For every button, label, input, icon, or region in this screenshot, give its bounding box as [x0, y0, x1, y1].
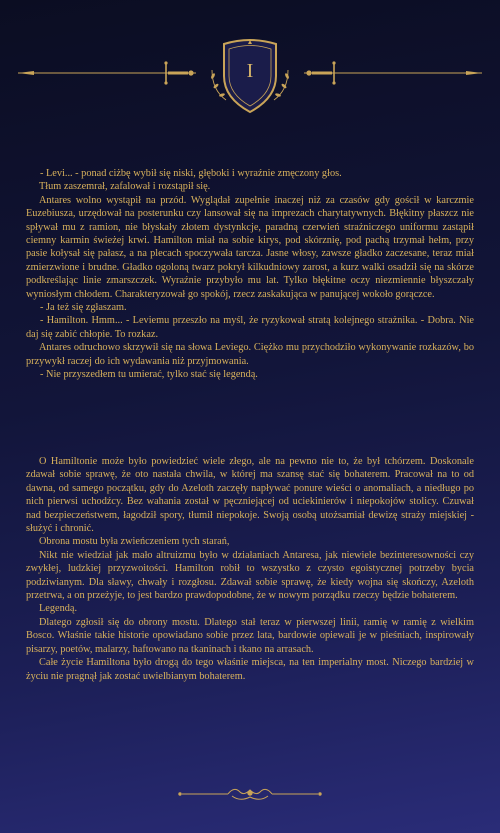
- section-1: [26, 167, 474, 382]
- paragraph: Legendą.: [39, 603, 78, 615]
- paragraph: Nikt nie wiedział jak mało altruizmu było w działaniach Antaresa, jak niewiele bezinteresowności czy zwykłej, ludzkiej przyzwoitości. Hamilton robił to wszystko z czysto egoistycznej potrzeby bycia podziwianym. Dla sławy, chwały i rozgłosu. Zdawał sobie sprawę, że kiedy wojna się skończy, Azeloth przetrwa, a on przeżyje, to jest bardzo prawdopodobne, że w nowym porządku rzeczy będzie bohaterem.: [26, 549, 474, 602]
- paragraph: - Hamilton. Hmm... - Leviemu przeszło na myśl, że ryzykował stratą kolejnego strażnika. - Dobra. Nie daj się zabić chłopie. To rozkaz.: [26, 315, 474, 340]
- section-2: [26, 455, 474, 683]
- paragraph: Antares wolno wystąpił na przód. Wyglądał zupełnie inaczej niż za czasów gdy gościł w karczmie Euzebiusza, urzędował na posterunku czy lansował się na imprezach charytatywnych. Błękitny płaszcz nie spływał mu z ramion, nie błyskały złotem dystynkcje, paradną czerwień strażniczego uniformu zastąpił ciemny karmin świeżej krwi. Hamilton miał na sobie kirys, pod skórznię, pod pachą trzymał hełm, przy pasie kołysał się pałasz, a na plecach spoczywała tarcza. Jasne włosy, zawsze gładko zaczesane, teraz miał zmierzwione i brudne. Gładko ogoloną twarz pokrył kilkudniowy zarost, a kurz walki osadził się na skórze podkreślając linie zmarszczek. Wyraźnie przybyło mu lat. Tylko błękitne oczy niezmiennie błyszczały wyniosłym chłodem. Charakteryzował go spokój, rzecz zaskakująca w panującej wokoło gorączce.: [26, 194, 474, 300]
- paragraph: Całe życie Hamiltona było drogą do tego właśnie miejsca, na ten imperialny most. Niczego bardziej w życiu nie pragnął jak zostać uwielbianym bohaterem.: [26, 657, 474, 682]
- chapter-number: I: [246, 60, 254, 82]
- footer-ornament: [0, 780, 500, 810]
- paragraph: Obrona mostu była zwieńczeniem tych starań,: [39, 536, 230, 548]
- paragraph: - Nie przyszedłem tu umierać, tylko stać się legendą.: [40, 369, 258, 381]
- chapter-header: [0, 0, 500, 130]
- ornament-flourish-icon: [0, 780, 500, 810]
- paragraph: - Ja też się zgłaszam.: [40, 302, 127, 314]
- paragraph: - Levi... - ponad ciżbę wybił się niski, głęboki i wyraźnie zmęczony głos.: [40, 168, 342, 179]
- paragraph: Dlatego zgłosił się do obrony mostu. Dlatego stał teraz w pierwszej linii, ramię w ramię z wielkim Bosco. Właśnie takie historie opowiadano sobie przez lata, bardowie opiewali je w pieśniach, inspirowały pisarzy, poetów, malarzy, haftowano na tkaninach i tkano na arrasach.: [26, 616, 474, 655]
- paragraph: Tłum zaszemrał, zafalował i rozstąpił się.: [39, 181, 211, 193]
- paragraph: O Hamiltonie może było powiedzieć wiele złego, ale na pewno nie to, że był tchórzem. Doskonale zdawał sobie sprawę, że oto nastała chwila, w której ma szansę stać się bohaterem. Pracował na to od dawna, od samego początku, gdy do Azeloth zaczęły napływać ponure wieści o anomaliach, a niedługo po nich pierwsi uchodźcy. Bez wahania został w pęczniejącej od uciekinierów i niepokojów stolicy. Czuwał nad bezpieczeństwem, łagodził spory, tłumił niepokoje. Swoją osobą utożsamiał dewizę straży miejskiej - służyć i chronić.: [26, 456, 474, 535]
- paragraph: Antares odruchowo skrzywił się na słowa Leviego. Ciężko mu przychodziło wykonywanie rozkazów, bo przywykł raczej do ich wydawania niż przyjmowania.: [26, 342, 474, 367]
